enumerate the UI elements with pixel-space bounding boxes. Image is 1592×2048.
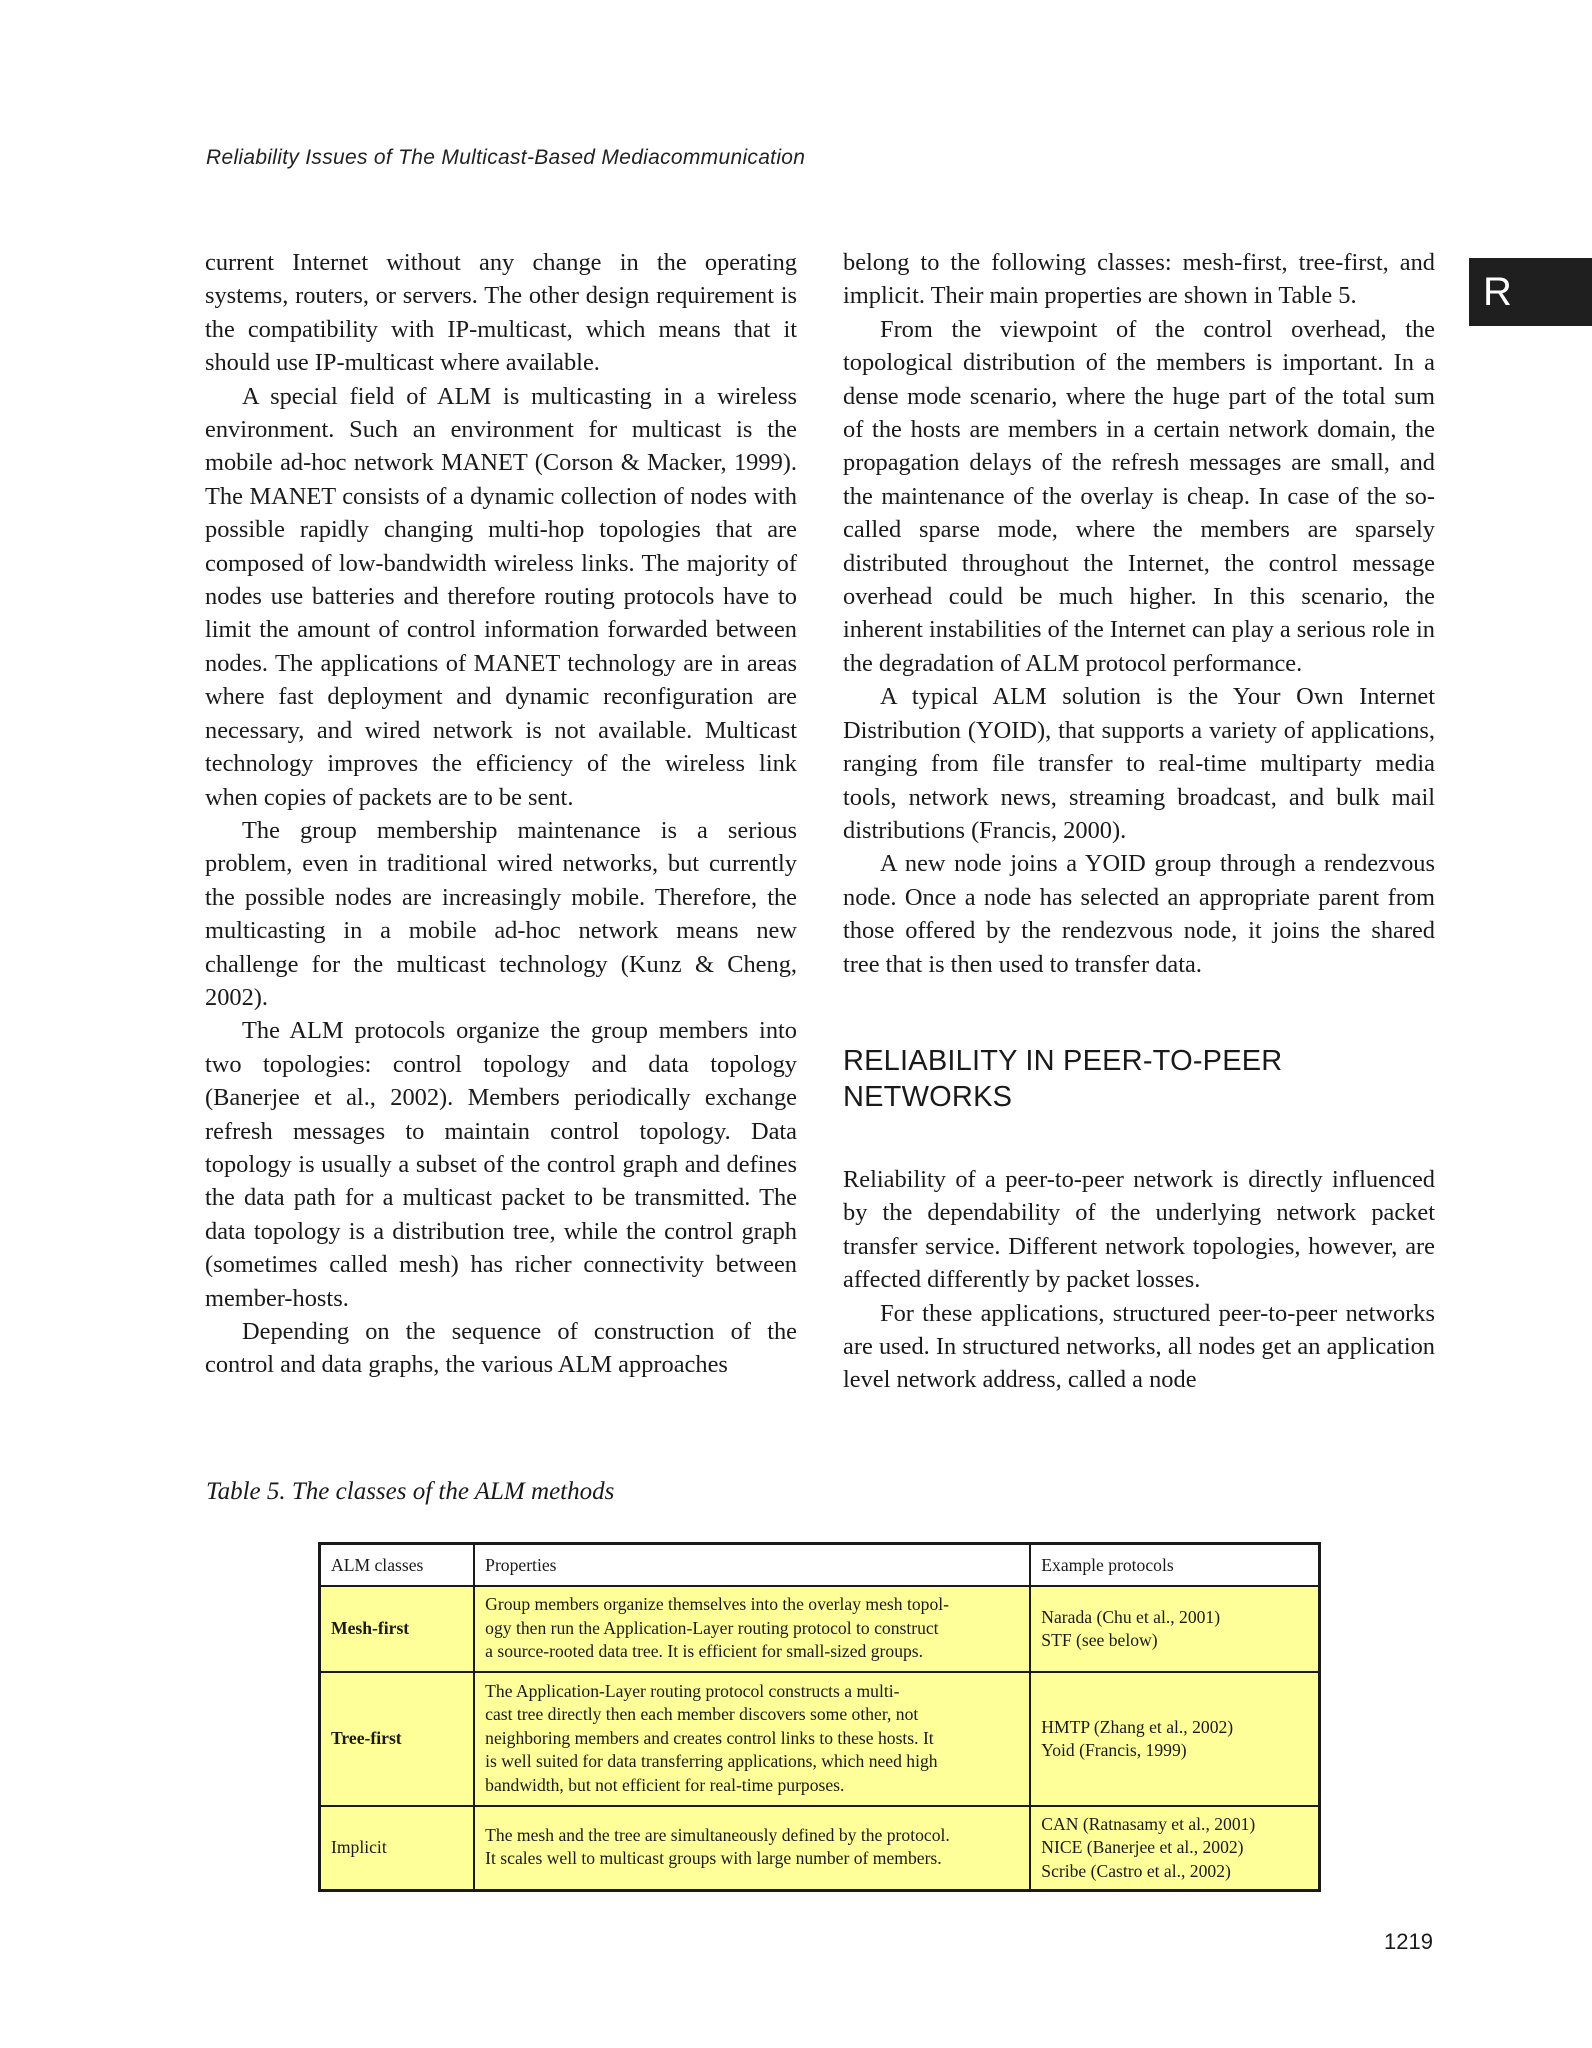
class-cell: Tree-first [320, 1672, 475, 1806]
right-paragraph-3: A typical ALM solution is the Your Own Internet Distribution (YOID), that supports a variety of applications, ranging from file transfer to real-time multiparty media tools, network news, streaming broadcast, and bulk mail distributions (Francis, 2000). [843, 683, 1435, 844]
properties-line: The Application-Layer routing protocol constructs a multi- [485, 1680, 900, 1701]
class-cell: Implicit [320, 1806, 475, 1890]
example-protocol: NICE (Banerjee et al., 2002) [1041, 1837, 1244, 1857]
properties-line: ogy then run the Application-Layer routing protocol to construct [485, 1617, 939, 1638]
properties-line: is well suited for data transferring applications, which need high [485, 1751, 938, 1772]
header-properties: Properties [474, 1544, 1030, 1587]
right-paragraph-5: Reliability of a peer-to-peer network is directly influenced by the dependability of the underlying network packet transfer service. Different network topologies, however, are affected differently by packet losses. [843, 1165, 1435, 1294]
example-protocol: CAN (Ratnasamy et al., 2001) [1041, 1813, 1256, 1834]
section-heading-line-1: RELIABILITY IN PEER-TO-PEER [843, 1044, 1283, 1077]
properties-line: Group members organize themselves into the overlay mesh topol- [485, 1594, 949, 1615]
properties-line: It scales well to multicast groups with large number of members. [485, 1848, 942, 1869]
right-column [843, 246, 1435, 1397]
properties-line: bandwidth, but not efficient for real-time purposes. [485, 1774, 845, 1795]
section-thumb-tab: R [1469, 258, 1592, 326]
example-protocol: Scribe (Castro et al., 2002) [1041, 1860, 1231, 1881]
section-heading-line-2: NETWORKS [843, 1080, 1013, 1113]
class-cell: Mesh-first [320, 1586, 475, 1672]
examples-cell [1030, 1586, 1319, 1672]
left-column [205, 246, 797, 1382]
left-paragraph-1: current Internet without any change in the operating systems, routers, or servers. The other design requirement is the compatibility with IP-multicast, which means that it should use IP-multicast where available. [205, 249, 797, 377]
left-paragraph-5: Depending on the sequence of construction of the control and data graphs, the various ALM approaches [205, 1318, 797, 1379]
example-protocol: Yoid (Francis, 1999) [1041, 1740, 1187, 1760]
left-paragraph-4: The ALM protocols organize the group members into two topologies: control topology and data topology (Banerjee et al., 2002). Members periodically exchange refresh messages to maintain control topology. Data topology is usually a subset of the control graph and defines the data path for a multicast packet to be transmitted. The data topology is a distribution tree, while the control graph (sometimes called mesh) has richer connectivity between member-hosts. [205, 1017, 797, 1312]
running-head: Reliability Issues of The Multicast-Based Mediacommunication [206, 146, 806, 169]
table-caption: Table 5. The classes of the ALM methods [206, 1478, 615, 1505]
examples-cell [1030, 1806, 1319, 1890]
left-paragraph-2: A special field of ALM is multicasting in a wireless environment. Such an environment for multicast is the mobile ad-hoc network MANET (Corson & Macker, 1999). The MANET consists of a dynamic collection of nodes with possible rapidly changing multi-hop topologies that are composed of low-bandwidth wireless links. The majority of nodes use batteries and therefore routing protocols have to limit the amount of control information forwarded between nodes. The applications of MANET technology are in areas where fast deployment and dynamic reconfiguration are necessary, and wired network is not available. Multicast technology improves the efficiency of the wireless link when copies of packets are to be sent. [205, 382, 797, 811]
alm-classes-table [318, 1542, 1321, 1892]
properties-cell [474, 1586, 1030, 1672]
example-protocol: HMTP (Zhang et al., 2002) [1041, 1716, 1234, 1737]
example-protocol: STF (see below) [1041, 1630, 1158, 1650]
properties-line: a source-rooted data tree. It is efficient for small-sized groups. [485, 1641, 924, 1662]
section-heading [843, 1043, 1435, 1115]
properties-line: The mesh and the tree are simultaneously defined by the protocol. [485, 1824, 950, 1845]
left-paragraph-3: The group membership maintenance is a serious problem, even in traditional wired networks, but currently the possible nodes are increasingly mobile. Therefore, the multicasting in a mobile ad-hoc network means new challenge for the multicast technology (Kunz & Cheng, 2002). [205, 816, 797, 1011]
table-row-mesh-first [320, 1586, 1320, 1672]
table-row-tree-first [320, 1672, 1320, 1806]
properties-cell [474, 1806, 1030, 1890]
right-paragraph-1: belong to the following classes: mesh-first, tree-first, and implicit. Their main properties are shown in Table 5. [843, 249, 1435, 310]
example-protocol: Narada (Chu et al., 2001) [1041, 1606, 1221, 1627]
table-row-implicit [320, 1806, 1320, 1890]
right-paragraph-2: From the viewpoint of the control overhead, the topological distribution of the members is important. In a dense mode scenario, where the huge part of the total sum of the hosts are members in a certain network domain, the propagation delays of the refresh messages are small, and the maintenance of the overlay is cheap. In case of the so-called sparse mode, where the members are sparsely distributed throughout the Internet, the control message overhead could be much higher. In this scenario, the inherent instabilities of the Internet can play a serious role in the degradation of ALM protocol performance. [843, 315, 1435, 677]
header-example-protocols: Example protocols [1030, 1544, 1319, 1587]
properties-cell [474, 1672, 1030, 1806]
examples-cell [1030, 1672, 1319, 1806]
properties-line: neighboring members and creates control links to these hosts. It [485, 1727, 934, 1748]
page-number: 1219 [1384, 1929, 1433, 1954]
right-paragraph-6: For these applications, structured peer-to-peer networks are used. In structured networks, all nodes get an application level network address, called a node [843, 1299, 1435, 1394]
header-alm-classes: ALM classes [320, 1544, 475, 1587]
right-paragraph-4: A new node joins a YOID group through a rendezvous node. Once a node has selected an appropriate parent from those offered by the rendezvous node, it joins the shared tree that is then used to transfer data. [843, 850, 1435, 978]
properties-line: cast tree directly then each member discovers some other, not [485, 1704, 919, 1725]
table-header-row [320, 1544, 1320, 1587]
